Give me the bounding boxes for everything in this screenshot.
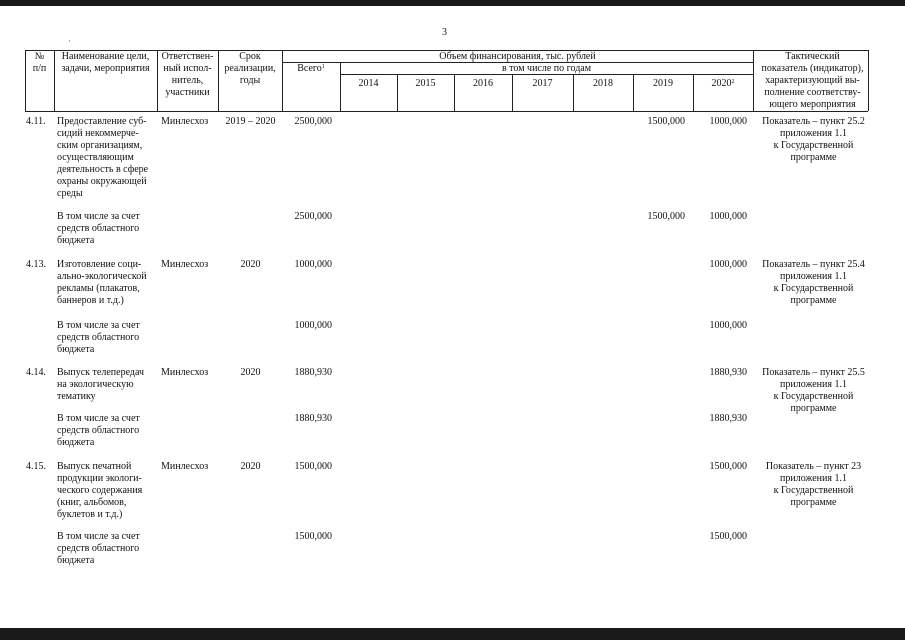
row-3-name: Изготовление соци- [57,259,142,270]
row-3-number: 4.13. [26,259,46,270]
row-1-total: 2500,000 [294,116,332,127]
header-indicator: полнение соответству- [764,87,861,98]
row-5-name: на экологическую [57,379,134,390]
row-3-name: ально-экологической [57,271,147,282]
row-7-number: 4.15. [26,461,46,472]
row-5-2020: 1880,930 [709,367,747,378]
row-4-name: В том числе за счет [57,320,140,331]
page-number: 3 [442,27,447,38]
row-5-name: тематику [57,391,96,402]
row-6-name: бюджета [57,437,95,448]
row-1-indicator: приложения 1.1 [780,128,847,139]
row-5-responsible: Минлесхоз [161,367,209,378]
header-indicator: Тактический [785,51,840,62]
row-1-name: осуществляющим [57,152,134,163]
row-1-indicator: программе [790,152,837,163]
header-year-2018: 2018 [593,78,613,89]
row-7-indicator: программе [790,497,837,508]
row-8-name: В том числе за счет [57,531,140,542]
row-3-2020: 1000,000 [709,259,747,270]
row-5-indicator: к Государственной [773,391,854,402]
row-3-name: рекламы (плакатов, [57,283,140,294]
header-indicator: характеризующий вы- [765,75,860,86]
header-term: годы [239,75,261,86]
row-1-name: ским организациям, [57,140,143,151]
row-5-name: Выпуск телепередач [57,367,145,378]
row-5-indicator: Показатель – пункт 25.5 [762,367,865,378]
header-year-2020: 2020$^2$ [711,78,735,89]
row-1-indicator: Показатель – пункт 25.2 [762,116,865,127]
row-4-name: средств областного [57,332,140,343]
row-1-2020: 1000,000 [709,116,747,127]
row-6-name: средств областного [57,425,140,436]
header-name: задачи, мероприятия [61,63,150,74]
row-8-name: бюджета [57,555,95,566]
row-5-indicator: программе [790,403,837,414]
footnote-mark: 1 [321,64,325,70]
header-total: Всего$^1$ [297,63,325,74]
header-year-2016: 2016 [473,78,493,89]
footnote-mark: 2 [731,79,735,85]
row-1-name: сидий некоммерче- [57,128,139,139]
row-1-name: среды [57,188,83,199]
row-6-2020: 1880,930 [709,413,747,424]
row-2-total: 2500,000 [294,211,332,222]
header-name: Наименование цели, [61,51,150,62]
row-7-term: 2020 [240,461,261,472]
row-1-name: Предоставление суб- [57,116,147,127]
row-3-total: 1000,000 [294,259,332,270]
row-7-name: буклетов и т.д.) [57,509,123,520]
row-3-indicator: к Государственной [773,283,854,294]
row-1-number: 4.11. [26,116,46,127]
row-7-indicator: приложения 1.1 [780,473,847,484]
row-3-name: баннеров и т.д.) [57,295,124,306]
row-7-name: ческого содержания [57,485,143,496]
header-responsible: нитель, [171,75,204,86]
row-2-name: В том числе за счет [57,211,140,222]
bottom-scan-border [0,628,905,640]
row-1-responsible: Минлесхоз [161,116,209,127]
header-year-2014: 2014 [358,78,379,89]
row-2-name: средств областного [57,223,140,234]
header-term: Срок [239,51,261,62]
row-7-indicator: Показатель – пункт 23 [765,461,862,472]
row-3-indicator: программе [790,295,837,306]
row-1-name: деятельность в сфере [57,164,149,175]
row-4-total: 1000,000 [294,320,332,331]
top-scan-border [0,0,905,6]
row-5-term: 2020 [240,367,261,378]
header-responsible: Ответствен- [161,51,214,62]
row-7-name: (книг, альбомов, [57,497,127,508]
row-7-total: 1500,000 [294,461,332,472]
row-7-name: Выпуск печатной [57,461,132,472]
header-num: п/п [32,63,47,74]
row-4-name: бюджета [57,344,95,355]
row-1-2019: 1500,000 [647,116,685,127]
row-7-responsible: Минлесхоз [161,461,209,472]
header-funding: Объем финансирования, тыс. рублей [439,51,596,62]
row-1-term: 2019 – 2020 [225,116,276,127]
row-3-indicator: Показатель – пункт 25.4 [762,259,865,270]
row-1-name: охраны окружающей [57,176,147,187]
row-6-total: 1880,930 [294,413,332,424]
row-2-2019: 1500,000 [647,211,685,222]
row-8-total: 1500,000 [294,531,332,542]
row-8-2020: 1500,000 [709,531,747,542]
header-year-2015: 2015 [415,78,436,89]
header-indicator: ющего мероприятия [769,99,856,110]
row-5-indicator: приложения 1.1 [780,379,847,390]
row-6-name: В том числе за счет [57,413,140,424]
header-num: № [34,51,45,62]
header-responsible: участники [165,87,210,98]
header-indicator: показатель (индикатор), [761,63,864,74]
row-8-name: средств областного [57,543,140,554]
header-term: реализации, [224,63,276,74]
row-2-2020: 1000,000 [709,211,747,222]
header-responsible: ный испол- [163,63,212,74]
row-4-2020: 1000,000 [709,320,747,331]
row-3-responsible: Минлесхоз [161,259,209,270]
row-7-indicator: к Государственной [773,485,854,496]
scan-speck: · [68,37,71,46]
header-year-2019: 2019 [653,78,673,89]
row-7-2020: 1500,000 [709,461,747,472]
row-7-name: продукции экологи- [57,473,142,484]
row-3-indicator: приложения 1.1 [780,271,847,282]
row-5-total: 1880,930 [294,367,332,378]
row-3-term: 2020 [240,259,261,270]
header-year-2017: 2017 [532,78,553,89]
header-by-years: в том числе по годам [501,63,592,74]
row-2-name: бюджета [57,235,95,246]
row-1-indicator: к Государственной [773,140,854,151]
header-bottom-line [25,111,868,112]
row-5-number: 4.14. [26,367,46,378]
